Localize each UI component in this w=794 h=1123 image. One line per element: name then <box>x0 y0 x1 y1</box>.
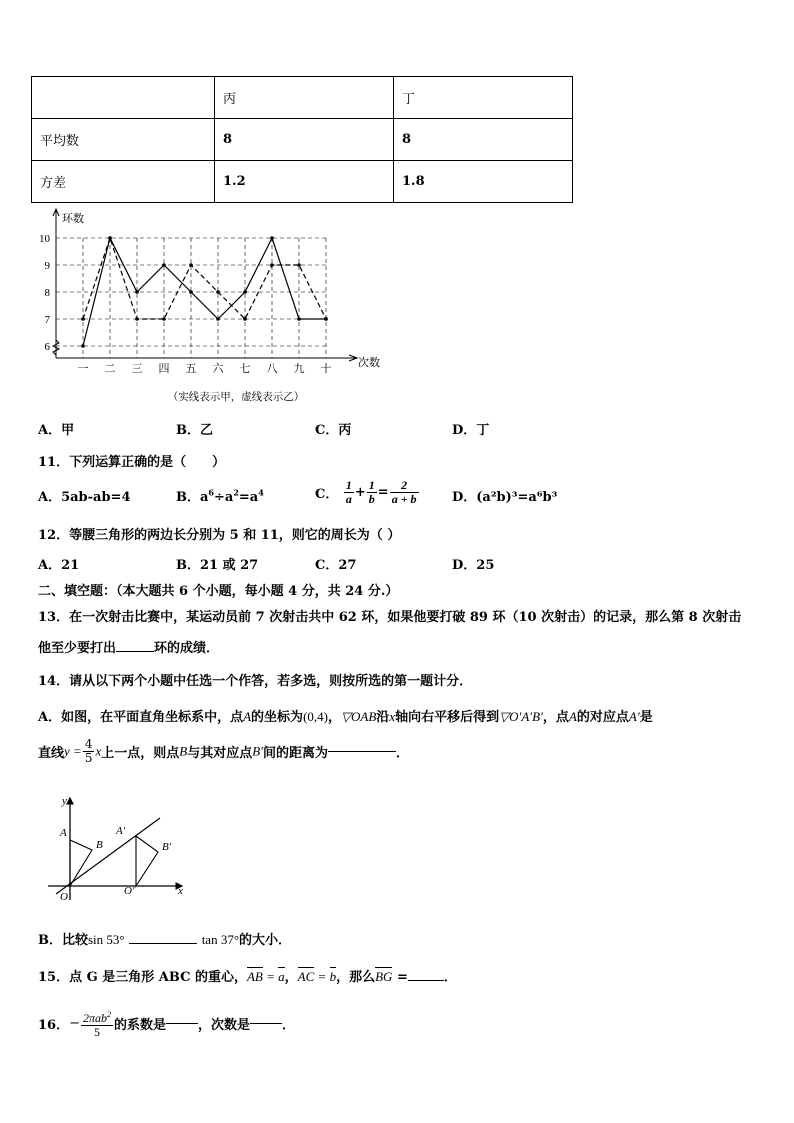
x-tick-label: 九 <box>293 362 305 375</box>
fraction: $\frac{2\pi ab^2}{5}$ <box>83 1010 112 1039</box>
option-c: C．27 <box>315 558 357 573</box>
fraction: $\frac{2}{a + b}$ <box>391 478 417 506</box>
question-15: 15．点 G 是三角形 ABC 的重心，AB = a，AC = b，那么BG = ． <box>38 969 457 985</box>
stats-table <box>31 76 573 203</box>
x-tick-label: 五 <box>185 362 197 375</box>
data-point <box>216 317 220 321</box>
shooting-line-chart <box>30 206 390 406</box>
option-d: D．(a²b)³=a⁶b³ <box>452 490 558 505</box>
table-cell: 8 <box>215 119 394 161</box>
table-cell: 1.8 <box>394 161 573 203</box>
table-cell <box>32 77 215 119</box>
question-14b: B．比较sin 53° tan 37°的大小． <box>38 932 292 948</box>
data-point <box>297 317 301 321</box>
table-row <box>32 161 573 203</box>
series-line-乙 <box>83 238 326 319</box>
data-point <box>324 317 328 321</box>
coordinate-figure <box>42 792 192 904</box>
y-tick-label: 8 <box>44 287 50 299</box>
option-c: C． $\frac{1}{a}$ + $\frac{1}{b}$ = $\frac{2}{a + b}$ <box>315 478 417 506</box>
x-tick-label: 十 <box>320 362 332 375</box>
question-13-line1: 13．在一次射击比赛中，某运动员前 7 次射击共中 62 环，如果他要打破 89 环（10 次射击）的记录，那么第 8 次射击 <box>38 610 742 625</box>
option-c: C．丙 <box>315 423 352 438</box>
option-b: B．$a^6\div a^2=a^4$ <box>176 487 264 505</box>
x-tick-label: 六 <box>212 362 224 375</box>
point-a-label: A <box>60 827 67 839</box>
question-13-line2: 他至少要打出 环的成绩． <box>38 641 220 656</box>
option-d: D．25 <box>452 558 495 573</box>
x-axis-label: x <box>178 885 183 897</box>
question-11-stem: 11．下列运算正确的是（ ） <box>38 455 226 470</box>
chart-caption: （实线表示甲，虚线表示乙） <box>167 391 305 403</box>
fraction: $\frac{1}{a}$ <box>345 478 352 506</box>
option-a: A．甲 <box>38 423 75 438</box>
point-b1-label: B′ <box>162 841 172 853</box>
triangle-o1a1b1 <box>136 836 158 886</box>
data-point <box>108 236 112 240</box>
data-point <box>243 290 247 294</box>
section-heading: 二、填空题：（本大题共 6 个小题，每小题 4 分，共 24 分.） <box>38 584 399 599</box>
data-point <box>135 317 139 321</box>
data-point <box>189 290 193 294</box>
x-tick-label: 一 <box>77 362 89 375</box>
question-14-stem: 14．请从以下两个小题中任选一个作答，若多选，则按所选的第一题计分． <box>38 674 473 689</box>
data-point <box>297 263 301 267</box>
data-point <box>81 317 85 321</box>
table-cell: 8 <box>394 119 573 161</box>
data-point <box>162 263 166 267</box>
data-point <box>216 290 220 294</box>
option-b: B．乙 <box>176 423 213 438</box>
triangle-oab <box>70 840 92 886</box>
data-point <box>189 263 193 267</box>
data-point <box>243 317 247 321</box>
question-14a-line1: A．如图，在平面直角坐标系中，点A的坐标为(0,4)，▽OAB沿x轴向右平移后得到▽O′A′B′，点A的对应点A′是 <box>38 709 653 725</box>
x-axis-title: 次数 <box>358 356 380 369</box>
fraction: $\frac{1}{b}$ <box>368 478 375 506</box>
x-tick-label: 四 <box>158 362 170 375</box>
x-tick-label: 二 <box>104 362 116 375</box>
y-tick-label: 6 <box>44 341 50 353</box>
origin-label: O <box>60 891 68 903</box>
table-cell: 丁 <box>394 77 573 119</box>
y-axis-label: y <box>62 795 67 807</box>
x-tick-label: 七 <box>239 362 251 375</box>
y-tick-label: 10 <box>39 233 50 245</box>
point-o1-label: O′ <box>124 885 135 897</box>
question-14a-line2: 直线y = $\frac{4}{5}$ x上一点，则点B与其对应点B′间的距离为 ． <box>38 737 410 765</box>
option-b: B．21 或 27 <box>176 558 259 573</box>
point-a1-label: A′ <box>116 825 126 837</box>
data-point <box>135 290 139 294</box>
data-point <box>162 317 166 321</box>
table-cell: 1.2 <box>215 161 394 203</box>
point-b-label: B <box>96 839 103 851</box>
fraction: $\frac{4}{5}$ <box>84 737 93 765</box>
y-tick-label: 7 <box>44 314 50 326</box>
option-d: D．丁 <box>452 423 490 438</box>
table-row <box>32 119 573 161</box>
x-tick-label: 八 <box>266 362 278 375</box>
data-point <box>270 263 274 267</box>
y-axis-title: 环数 <box>62 212 84 225</box>
data-point <box>81 344 85 348</box>
option-a: A．5ab-ab=4 <box>38 490 131 505</box>
table-cell: 平均数 <box>32 119 215 161</box>
y-tick-label: 9 <box>44 260 50 272</box>
table-header-row <box>32 77 573 119</box>
table-cell: 丙 <box>215 77 394 119</box>
table-cell: 方差 <box>32 161 215 203</box>
x-tick-label: 三 <box>131 362 143 375</box>
option-a: A．21 <box>38 558 80 573</box>
question-12-stem: 12．等腰三角形的两边长分别为 5 和 11，则它的周长为（ ） <box>38 528 401 543</box>
data-point <box>270 236 274 240</box>
question-16: 16．− $\frac{2\pi ab^2}{5}$ 的系数是 ，次数是 ． <box>38 1010 296 1039</box>
